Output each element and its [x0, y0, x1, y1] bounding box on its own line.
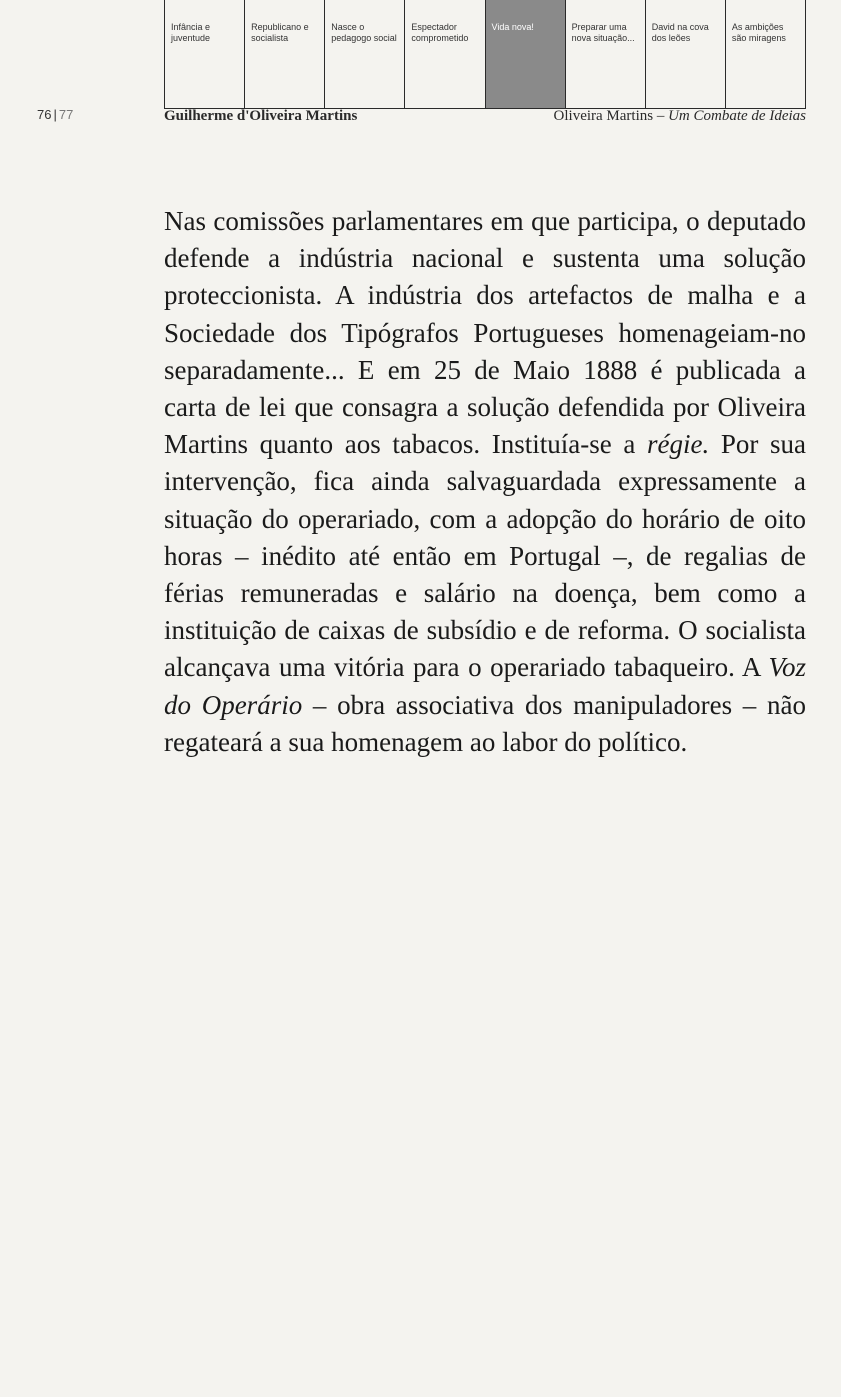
nav-tab-label: Republicano e socialista	[251, 22, 309, 43]
body-text-part-3: – obra associativa dos manipuladores – não regateará a sua homenagem ao labor do político.	[164, 689, 806, 757]
page-number-next: 77	[58, 107, 74, 122]
nav-tab-pedagogo[interactable]	[324, 0, 404, 108]
nav-tab-republicano[interactable]	[244, 0, 324, 108]
page-number-divider: |	[53, 107, 57, 122]
nav-tab-label: As ambições são miragens	[731, 22, 786, 43]
nav-tab-label: Infância e juventude	[171, 22, 211, 43]
chapter-navigation	[164, 0, 806, 109]
running-header-author: Guilherme d'Oliveira Martins	[164, 108, 358, 124]
body-text-part-2: Por sua intervenção, fica ainda salvaguardada expressamente a situação do operariado, com a adopção do horário de oito horas – inédito até então em Portugal –, de regalias de férias remuneradas e salário na doença, bem como a instituição de caixas de subsídio e de reforma. O socialista alcançava uma vitória para o operariado tabaqueiro. A	[164, 429, 806, 683]
nav-tab-preparar[interactable]	[565, 0, 645, 108]
nav-tab-label: Espectador comprometido	[411, 22, 469, 43]
nav-tab-label: Nasce o pedagogo social	[331, 22, 397, 43]
body-italic-voz-do-operario: Voz do Operário	[164, 652, 806, 720]
nav-tab-vida-nova[interactable]	[485, 0, 565, 108]
nav-tab-label: Preparar uma nova situação...	[571, 22, 635, 43]
running-header-title	[554, 108, 806, 125]
body-italic-regie: régie.	[646, 429, 710, 460]
nav-tab-ambicoes[interactable]	[725, 0, 806, 108]
page-numbers	[37, 107, 73, 122]
body-paragraph	[164, 203, 806, 761]
book-title-plain: Oliveira Martins –	[553, 108, 669, 124]
page-number-current: 76	[37, 107, 52, 122]
book-title-italic: Um Combate de Ideias	[668, 108, 806, 124]
nav-tab-label: David na cova dos leões	[651, 22, 709, 43]
body-text-part-1: Nas comissões parlamentares em que participa, o deputado defende a indústria nacional e sustenta uma solução proteccionista. A indústria dos artefactos de malha e a Sociedade dos Tipógrafos Portugueses homenageiam-no separadamente... E em 25 de Maio 1888 é publicada a carta de lei que consagra a solução defendida por Oliveira Martins quanto aos tabacos. Instituía-se a	[164, 206, 806, 460]
nav-tab-infancia[interactable]	[164, 0, 244, 108]
nav-tab-david[interactable]	[645, 0, 725, 108]
nav-tab-label: Vida nova!	[491, 22, 534, 32]
nav-tab-espectador[interactable]	[404, 0, 484, 108]
